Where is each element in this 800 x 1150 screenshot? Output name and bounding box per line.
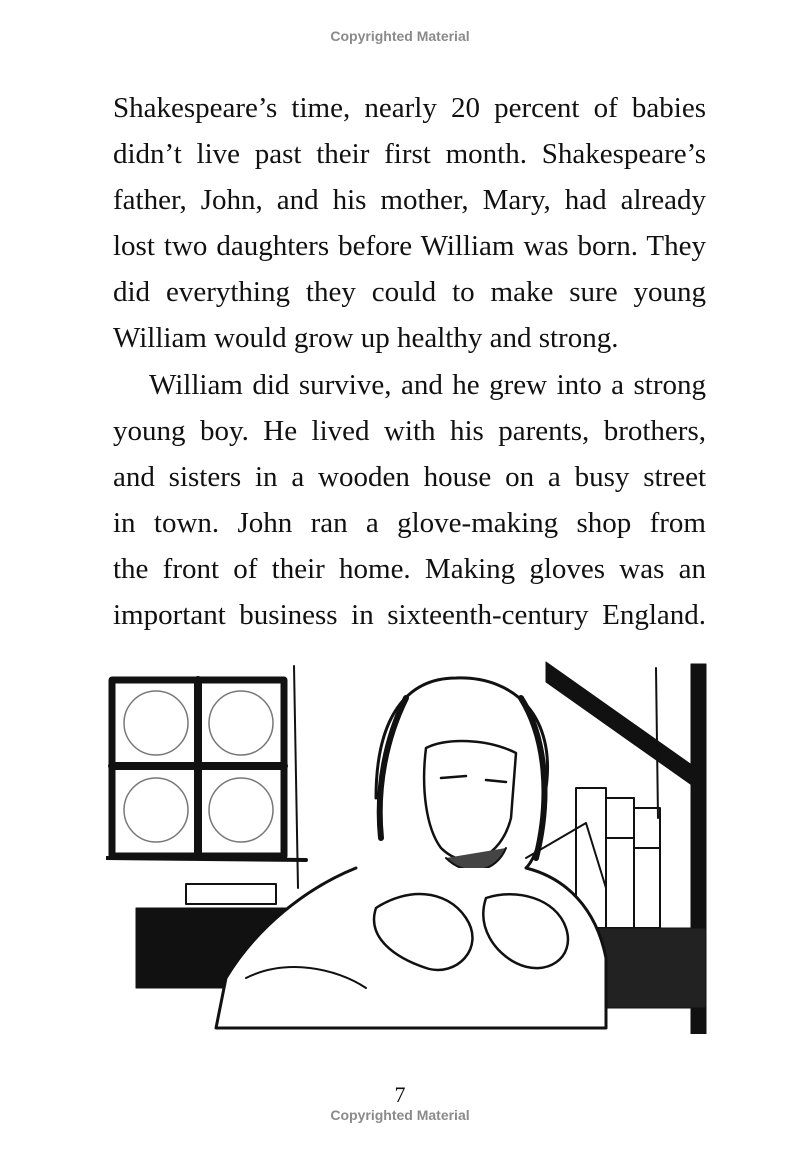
text-line: lost two daughters before William was born. They [113, 230, 706, 263]
text-line: William would grow up healthy and strong. [113, 322, 619, 355]
text-line: did everything they could to make sure young [113, 276, 706, 309]
illustration-glove-maker [106, 658, 712, 1034]
body-text [113, 88, 706, 641]
page-number: 7 [394, 1082, 406, 1107]
text-line: father, John, and his mother, Mary, had already [113, 184, 706, 217]
window-illustration [106, 666, 306, 888]
text-line: important business in sixteenth-century England. [113, 599, 706, 632]
text-line: and sisters in a wooden house on a busy street [113, 460, 706, 493]
text-line: didn’t live past their first month. Shakespeare’s [113, 138, 706, 171]
text-line: Shakespeare’s time, nearly 20 percent of babies [113, 92, 706, 124]
text-line: young boy. He lived with his parents, brothers, [113, 414, 706, 447]
books [576, 788, 660, 928]
copyright-watermark-top: Copyrighted Material [330, 28, 470, 44]
text-line: in town. John ran a glove-making shop from [113, 506, 706, 539]
text-line: the front of their home. Making gloves was an [113, 552, 706, 585]
text-line: William did survive, and he grew into a strong [149, 368, 706, 401]
copyright-watermark-bottom: Copyrighted Material [330, 1107, 470, 1123]
